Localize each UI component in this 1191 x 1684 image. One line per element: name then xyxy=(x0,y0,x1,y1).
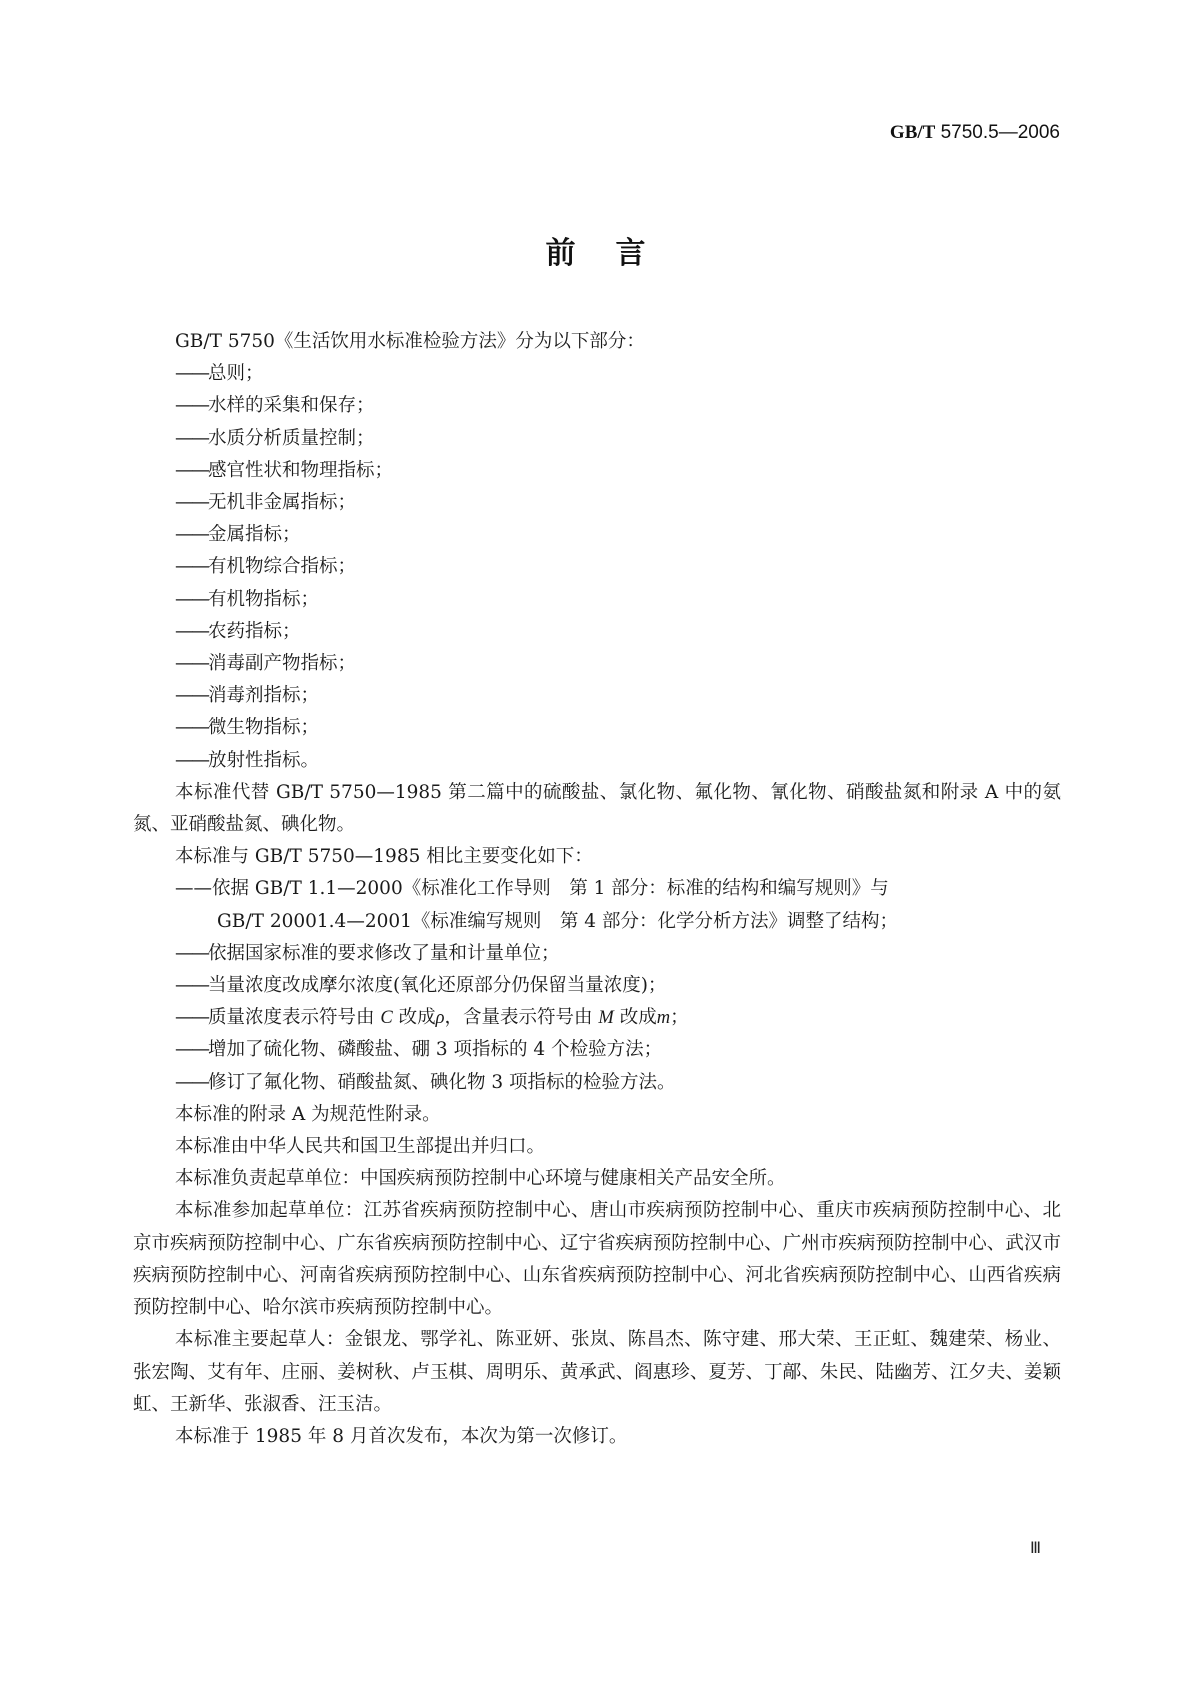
replaces-paragraph: 本标准代替 GB/T 5750—1985 第二篇中的硫酸盐、氯化物、氟化物、氰化物、硝酸盐氮和附录 A 中的氨氮、亚硝酸盐氮、碘化物。 xyxy=(133,781,1061,836)
list-item: ——增加了硫化物、磷酸盐、硼 3 项指标的 4 个检验方法； xyxy=(175,1039,663,1061)
list-item: ——修订了氟化物、硝酸盐氮、碘化物 3 项指标的检验方法。 xyxy=(175,1071,676,1093)
symbol-rho: ρ xyxy=(435,1008,445,1029)
list-item: ——感官性状和物理指标； xyxy=(175,459,394,481)
foreword-body xyxy=(133,326,1061,1453)
list-item: ——水样的采集和保存； xyxy=(175,395,375,417)
parts-intro: GB/T 5750《生活饮用水标准检验方法》分为以下部分： xyxy=(175,331,645,352)
symbol-m-lower: m xyxy=(656,1008,671,1029)
list-item: ——无机非金属指标； xyxy=(175,492,357,514)
standard-code-prefix: GB/T xyxy=(889,122,936,143)
list-item: ——总则； xyxy=(175,363,264,385)
page-title: 前言 xyxy=(545,236,686,271)
list-item: ——微生物指标； xyxy=(175,717,320,739)
list-item: ——金属指标； xyxy=(175,524,301,546)
appendix-paragraph: 本标准的附录 A 为规范性附录。 xyxy=(175,1103,441,1125)
history-paragraph: 本标准于 1985 年 8 月首次发布，本次为第一次修订。 xyxy=(175,1425,628,1447)
list-item: ——有机物指标； xyxy=(175,588,320,610)
proposed-by-paragraph: 本标准由中华人民共和国卫生部提出并归口。 xyxy=(175,1136,546,1158)
symbol-c: C xyxy=(380,1008,393,1029)
list-item: ——质量浓度表示符号由 C 改成ρ，含量表示符号由 M 改成m； xyxy=(175,1007,689,1029)
list-item: ——依据 GB/T 1.1—2000《标准化工作导则 第 1 部分：标准的结构和编写规则》与 GB/T 20001.4—2001《标准编写规则 第 4 部分：化学分析方法》调整了结构； xyxy=(175,878,898,932)
list-item: ——消毒剂指标； xyxy=(175,685,320,707)
changes-list xyxy=(133,873,1061,1098)
parts-list xyxy=(133,358,1061,777)
list-item: ——当量浓度改成摩尔浓度(氧化还原部分仍保留当量浓度)； xyxy=(175,975,667,997)
page-number: Ⅲ xyxy=(1030,1540,1042,1557)
list-item: ——农药指标； xyxy=(175,620,301,642)
changes-intro: 本标准与 GB/T 5750—1985 相比主要变化如下： xyxy=(175,846,593,868)
list-item: ——有机物综合指标； xyxy=(175,556,357,578)
standard-code-number: 5750.5—2006 xyxy=(935,122,1060,143)
list-item: ——水质分析质量控制； xyxy=(175,427,375,449)
symbol-m-upper: M xyxy=(598,1008,614,1029)
list-item: ——消毒副产物指标； xyxy=(175,653,357,675)
list-item: ——依据国家标准的要求修改了量和计量单位； xyxy=(175,942,560,964)
list-item: ——放射性指标。 xyxy=(175,749,320,771)
standard-code xyxy=(890,122,1060,144)
responsible-unit-paragraph: 本标准负责起草单位：中国疾病预防控制中心环境与健康相关产品安全所。 xyxy=(175,1168,786,1190)
participating-units-paragraph: 本标准参加起草单位：江苏省疾病预防控制中心、唐山市疾病预防控制中心、重庆市疾病预防控制中心、北京市疾病预防控制中心、广东省疾病预防控制中心、辽宁省疾病预防控制中心、广州市疾病预防控制中心、武汉市疾病预防控制中心、河南省疾病预防控制中心、山东省疾病预防控制中心、河北省疾病预防控制中心、山西省疾病预防控制中心、哈尔滨市疾病预防控制中心。 xyxy=(133,1200,1061,1319)
drafters-paragraph: 本标准主要起草人：金银龙、鄂学礼、陈亚妍、张岚、陈昌杰、陈守建、邢大荣、王正虹、魏建荣、杨业、张宏陶、艾有年、庄丽、姜树秋、卢玉棋、周明乐、黄承武、阎惠珍、夏芳、丁鄗、朱民、陆幽芳、江夕夫、姜颖虹、王新华、张淑香、汪玉洁。 xyxy=(133,1329,1061,1415)
